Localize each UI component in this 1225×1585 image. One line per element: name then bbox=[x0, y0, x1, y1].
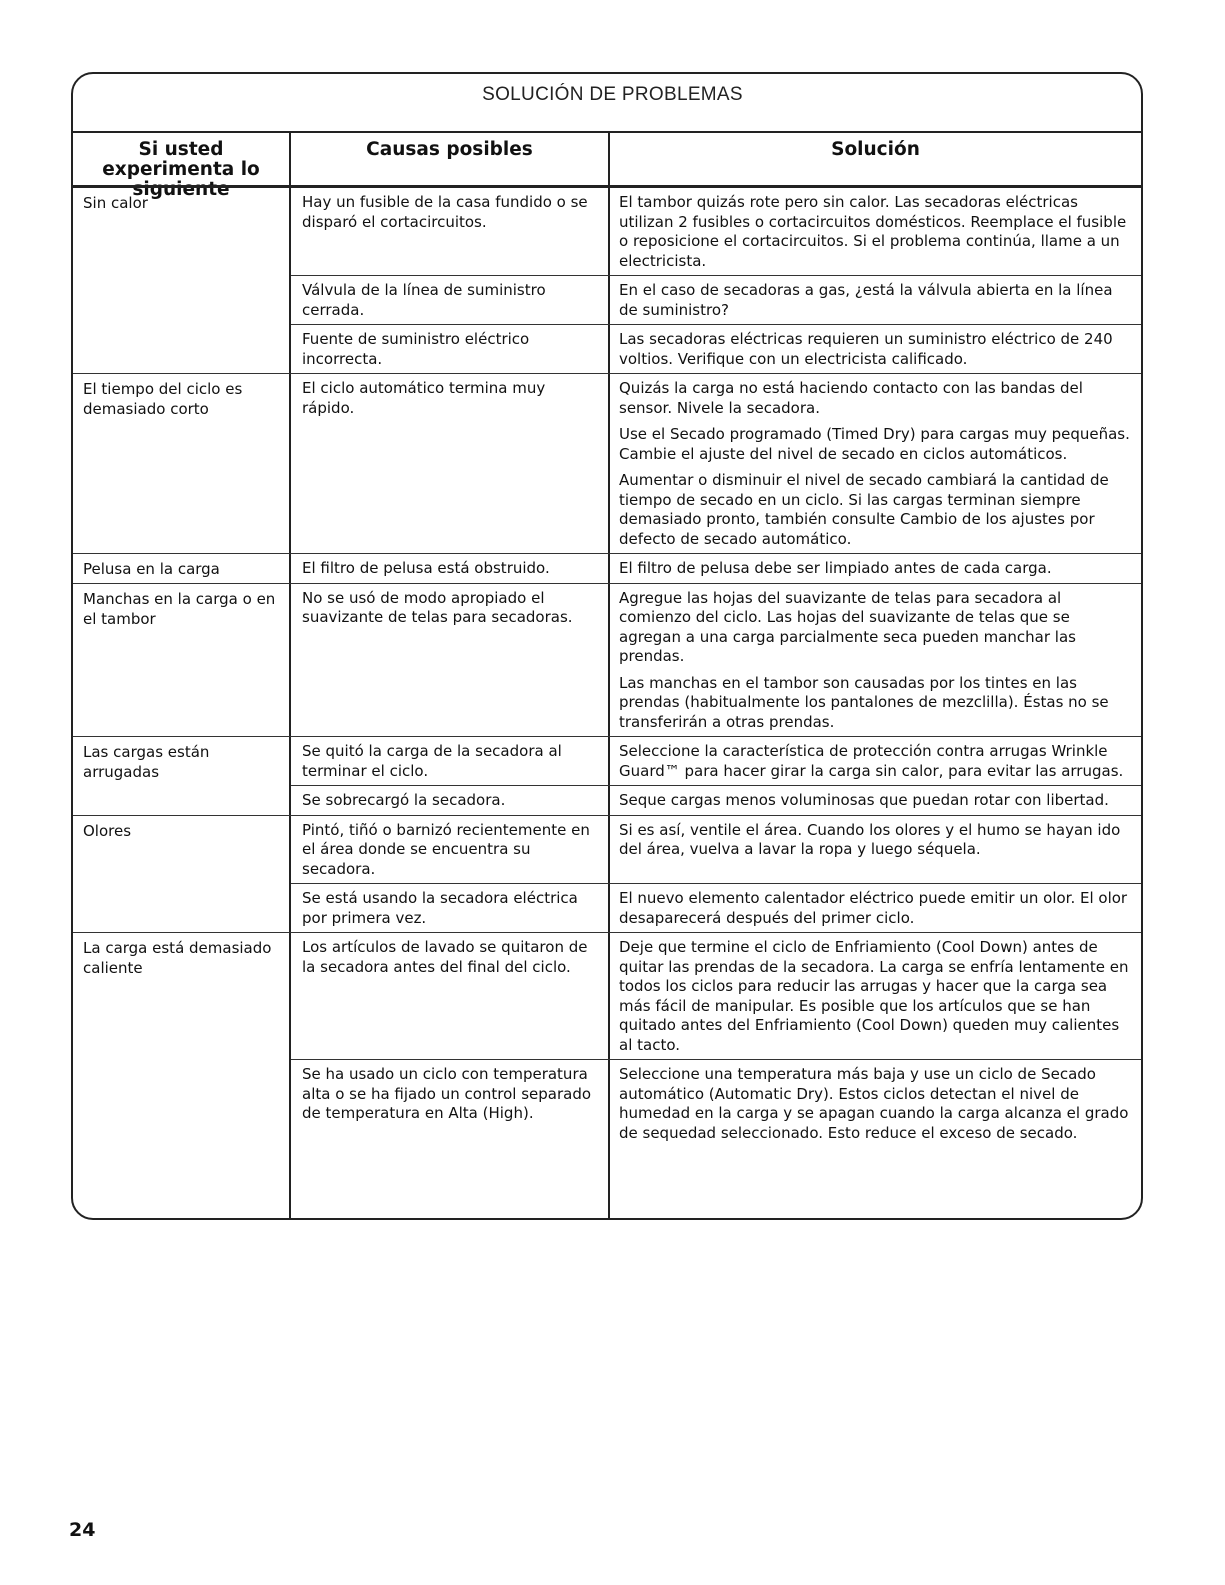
page-title: SOLUCIÓN DE PROBLEMAS bbox=[482, 84, 743, 105]
solution-cell bbox=[610, 786, 1141, 815]
solution-paragraph: Si es así, ventile el área. Cuando los olores y el humo se hayan ido del área, vuelva a lavar la ropa y luego séquela. bbox=[619, 820, 1121, 858]
cause-row bbox=[291, 276, 1141, 325]
cause-cell: No se usó de modo apropiado el suavizante de telas para secadoras. bbox=[291, 584, 610, 737]
cause-cell: Los artículos de lavado se quitaron de la secadora antes del final del ciclo. bbox=[291, 933, 610, 1059]
troubleshooting-table bbox=[73, 188, 1141, 1218]
table-row bbox=[73, 933, 1141, 1218]
table-row bbox=[73, 188, 1141, 374]
header-causes: Causas posibles bbox=[291, 133, 610, 200]
cause-row bbox=[291, 1060, 1141, 1218]
header-solution: Solución bbox=[831, 139, 920, 160]
solution-paragraph: En el caso de secadoras a gas, ¿está la válvula abierta en la línea de suministro? bbox=[619, 281, 1113, 319]
solution-paragraph: Las secadoras eléctricas requieren un suministro eléctrico de 240 voltios. Verifique con un electricista calificado. bbox=[619, 330, 1113, 368]
cause-row bbox=[291, 933, 1141, 1060]
solution-cell bbox=[610, 884, 1141, 932]
table-header bbox=[73, 131, 1141, 200]
cause-row bbox=[291, 816, 1141, 885]
causes-group bbox=[291, 584, 1141, 737]
page-number: 24 bbox=[69, 1519, 96, 1541]
table-row bbox=[73, 584, 1141, 738]
cause-cell: Válvula de la línea de suministro cerrada. bbox=[291, 276, 610, 324]
cause-row bbox=[291, 884, 1141, 932]
solution-paragraph: Agregue las hojas del suavizante de telas para secadora al comienzo del ciclo. Las hojas del suavizante de telas que se agregan a una carga parcialmente seca pueden manchar las prendas. bbox=[619, 588, 1076, 665]
symptom-cell: Sin calor bbox=[73, 188, 291, 373]
cause-cell: Pintó, tiñó o barnizó recientemente en el área donde se encuentra su secadora. bbox=[291, 816, 610, 884]
solution-cell bbox=[610, 188, 1141, 275]
solution-paragraph: El nuevo elemento calentador eléctrico puede emitir un olor. El olor desaparecerá después del primer ciclo. bbox=[619, 889, 1128, 927]
symptom-cell: Manchas en la carga o en el tambor bbox=[73, 584, 291, 737]
solution-paragraph: El filtro de pelusa debe ser limpiado antes de cada carga. bbox=[619, 559, 1052, 577]
solution-cell bbox=[610, 276, 1141, 324]
cause-row bbox=[291, 554, 1141, 583]
cause-cell: Hay un fusible de la casa fundido o se disparó el cortacircuitos. bbox=[291, 188, 610, 275]
cause-cell: El filtro de pelusa está obstruido. bbox=[291, 554, 610, 583]
cause-cell: Se está usando la secadora eléctrica por primera vez. bbox=[291, 884, 610, 932]
cause-row bbox=[291, 325, 1141, 373]
causes-group bbox=[291, 816, 1141, 933]
table-row bbox=[73, 554, 1141, 584]
solution-paragraph: El tambor quizás rote pero sin calor. Las secadoras eléctricas utilizan 2 fusibles o cortacircuitos domésticos. Reemplace el fusible o reposicione el cortacircuitos. Si el problema continúa, llame a un electricista. bbox=[619, 193, 1127, 270]
symptom-cell: El tiempo del ciclo es demasiado corto bbox=[73, 374, 291, 553]
solution-cell bbox=[610, 584, 1141, 737]
table-row bbox=[73, 737, 1141, 816]
solution-paragraph: Las manchas en el tambor son causadas por los tintes en las prendas (habitualmente los pantalones de mezclilla). Éstas no se transferirán a otras prendas. bbox=[619, 673, 1109, 731]
solution-cell bbox=[610, 737, 1141, 785]
solution-cell bbox=[610, 816, 1141, 884]
causes-group bbox=[291, 374, 1141, 553]
cause-cell: Se sobrecargó la secadora. bbox=[291, 786, 610, 815]
symptom-cell: Las cargas están arrugadas bbox=[73, 737, 291, 815]
cause-cell: El ciclo automático termina muy rápido. bbox=[291, 374, 610, 553]
table-row bbox=[73, 816, 1141, 934]
cause-row bbox=[291, 786, 1141, 815]
causes-group bbox=[291, 188, 1141, 373]
solution-paragraph: Seleccione una temperatura más baja y use un ciclo de Secado automático (Automatic Dry). Estos ciclos detectan el nivel de humedad en la carga y se apagan cuando la carga alcanza el grado de sequedad seleccionado. Esto reduce el exceso de secado. bbox=[619, 1065, 1129, 1142]
table-row bbox=[73, 374, 1141, 554]
solution-cell bbox=[610, 933, 1141, 1059]
cause-cell: Fuente de suministro eléctrico incorrecta. bbox=[291, 325, 610, 373]
solution-paragraph: Seque cargas menos voluminosas que puedan rotar con libertad. bbox=[619, 791, 1109, 809]
solution-cell bbox=[610, 1060, 1141, 1218]
cause-row bbox=[291, 188, 1141, 276]
causes-group bbox=[291, 933, 1141, 1218]
solution-paragraph: Use el Secado programado (Timed Dry) para cargas muy pequeñas. Cambie el ajuste del nivel de secado en ciclos automáticos. bbox=[619, 425, 1130, 463]
solution-cell bbox=[610, 325, 1141, 373]
causes-group bbox=[291, 737, 1141, 815]
solution-cell bbox=[610, 554, 1141, 583]
symptom-cell: Olores bbox=[73, 816, 291, 933]
solution-cell bbox=[610, 374, 1141, 553]
solution-paragraph: Deje que termine el ciclo de Enfriamiento (Cool Down) antes de quitar las prendas de la secadora. La carga se enfría lentamente en todos los ciclos para reducir las arrugas y hacer que la carga sea más fácil de manipular. Es posible que los artículos que se han quitado antes del Enfriamiento (Cool Down) queden muy calientes al tacto. bbox=[619, 938, 1129, 1054]
header-symptom: Si usted experimenta lo siguiente bbox=[73, 133, 291, 200]
causes-group bbox=[291, 554, 1141, 583]
cause-row bbox=[291, 584, 1141, 737]
cause-row bbox=[291, 737, 1141, 786]
solution-paragraph: Aumentar o disminuir el nivel de secado cambiará la cantidad de tiempo de secado en un ciclo. Si las cargas terminan siempre demasiado pronto, también consulte Cambio de los ajustes por defecto de secado automático. bbox=[619, 471, 1109, 548]
cause-row bbox=[291, 374, 1141, 553]
solution-paragraph: Quizás la carga no está haciendo contacto con las bandas del sensor. Nivele la secadora. bbox=[619, 379, 1083, 417]
cause-cell: Se ha usado un ciclo con temperatura alta o se ha fijado un control separado de temperatura en Alta (High). bbox=[291, 1060, 610, 1218]
solution-paragraph: Seleccione la característica de protección contra arrugas Wrinkle Guard™ para hacer girar la carga sin calor, para evitar las arrugas. bbox=[619, 742, 1124, 780]
symptom-cell: La carga está demasiado caliente bbox=[73, 933, 291, 1218]
cause-cell: Se quitó la carga de la secadora al terminar el ciclo. bbox=[291, 737, 610, 785]
symptom-cell: Pelusa en la carga bbox=[73, 554, 291, 583]
